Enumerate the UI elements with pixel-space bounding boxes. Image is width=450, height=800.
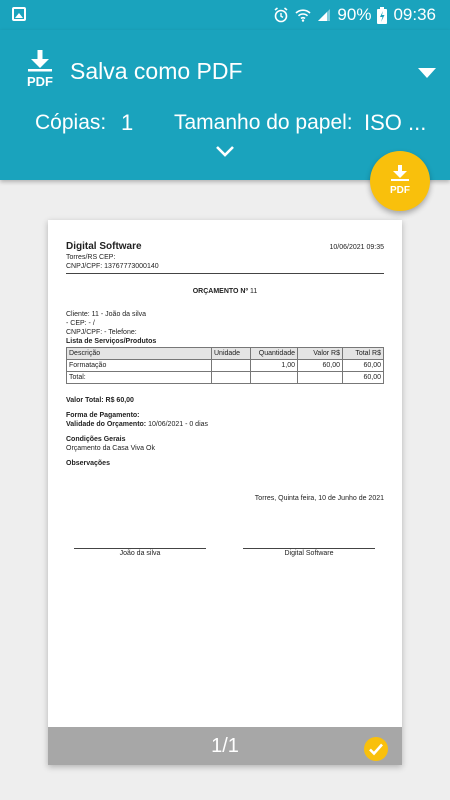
client-cep: - CEP: - / (66, 320, 95, 327)
clock: 09:36 (393, 5, 436, 24)
document-date: 10/06/2021 09:35 (329, 244, 384, 251)
col-descricao: Descrição (67, 348, 212, 360)
printer-select[interactable]: Salva como PDF (70, 58, 243, 84)
page-preview[interactable] (48, 220, 402, 765)
col-total: Total R$ (343, 348, 384, 360)
signature-company: Digital Software (243, 548, 375, 557)
forma-pagamento: Forma de Pagamento: (66, 412, 140, 419)
status-icons (273, 5, 436, 25)
copies-value[interactable]: 1 (121, 110, 134, 135)
valor-total: Valor Total: R$ 60,00 (66, 397, 134, 404)
check-circle-icon[interactable] (364, 737, 388, 761)
save-pdf-button[interactable] (370, 151, 430, 211)
battery-percent: 90% (337, 5, 372, 24)
col-quantidade: Quantidade (251, 348, 298, 360)
signature-client: João da silva (74, 548, 206, 557)
table-row (67, 360, 384, 372)
col-valor: Valor R$ (298, 348, 343, 360)
svg-text:PDF: PDF (390, 185, 410, 196)
total-label: Total: (67, 372, 212, 384)
company-address: Torres/RS CEP: (66, 254, 116, 261)
cell-valor: 60,00 (298, 360, 343, 372)
place-date: Torres, Quinta feira, 10 de Junho de 2021 (254, 495, 384, 502)
paper-size-value[interactable]: ISO ... (364, 110, 427, 135)
observacoes: Observações (66, 460, 110, 467)
svg-text:PDF: PDF (27, 74, 53, 89)
validade: Validade do Orçamento: 10/06/2021 - 0 dias (66, 421, 209, 428)
battery-icon (377, 7, 387, 24)
dropdown-arrow-icon[interactable] (418, 68, 436, 78)
quote-number: 11 (250, 288, 258, 295)
signal-icon (317, 8, 331, 22)
col-unidade: Unidade (212, 348, 251, 360)
client-cnpj-phone: CNPJ/CPF: - Telefone: (66, 329, 137, 336)
cell-quantidade: 1,00 (251, 360, 298, 372)
condicoes-title: Condições Gerais (66, 436, 126, 443)
status-bar (0, 0, 450, 30)
chevron-down-icon[interactable] (215, 144, 235, 158)
total-value: 60,00 (343, 372, 384, 384)
pdf-download-icon (385, 164, 415, 198)
cell-total: 60,00 (343, 360, 384, 372)
condicoes-text: Orçamento da Casa Viva Ok (66, 445, 155, 452)
pdf-download-icon (22, 48, 58, 92)
services-title: Lista de Serviços/Produtos (66, 338, 157, 345)
quote-title: ORÇAMENTO Nº 11 (192, 288, 258, 295)
cell-unidade (212, 360, 251, 372)
gallery-icon (12, 7, 26, 21)
page-indicator: 1/1 (211, 735, 239, 757)
alarm-icon (273, 7, 289, 23)
wifi-icon (295, 8, 311, 22)
items-table (66, 347, 384, 384)
cell-descricao: Formatação (67, 360, 212, 372)
page-footer (48, 727, 402, 765)
table-total-row (67, 372, 384, 384)
company-name: Digital Software (66, 241, 142, 252)
quote-document (66, 240, 384, 503)
paper-size-label: Tamanho do papel: (174, 111, 353, 134)
company-cnpj: CNPJ/CPF: 13767773000140 (66, 263, 159, 270)
client-line: Cliente: 11 - João da silva (66, 311, 147, 318)
divider (66, 273, 384, 274)
copies-label: Cópias: (35, 111, 107, 134)
